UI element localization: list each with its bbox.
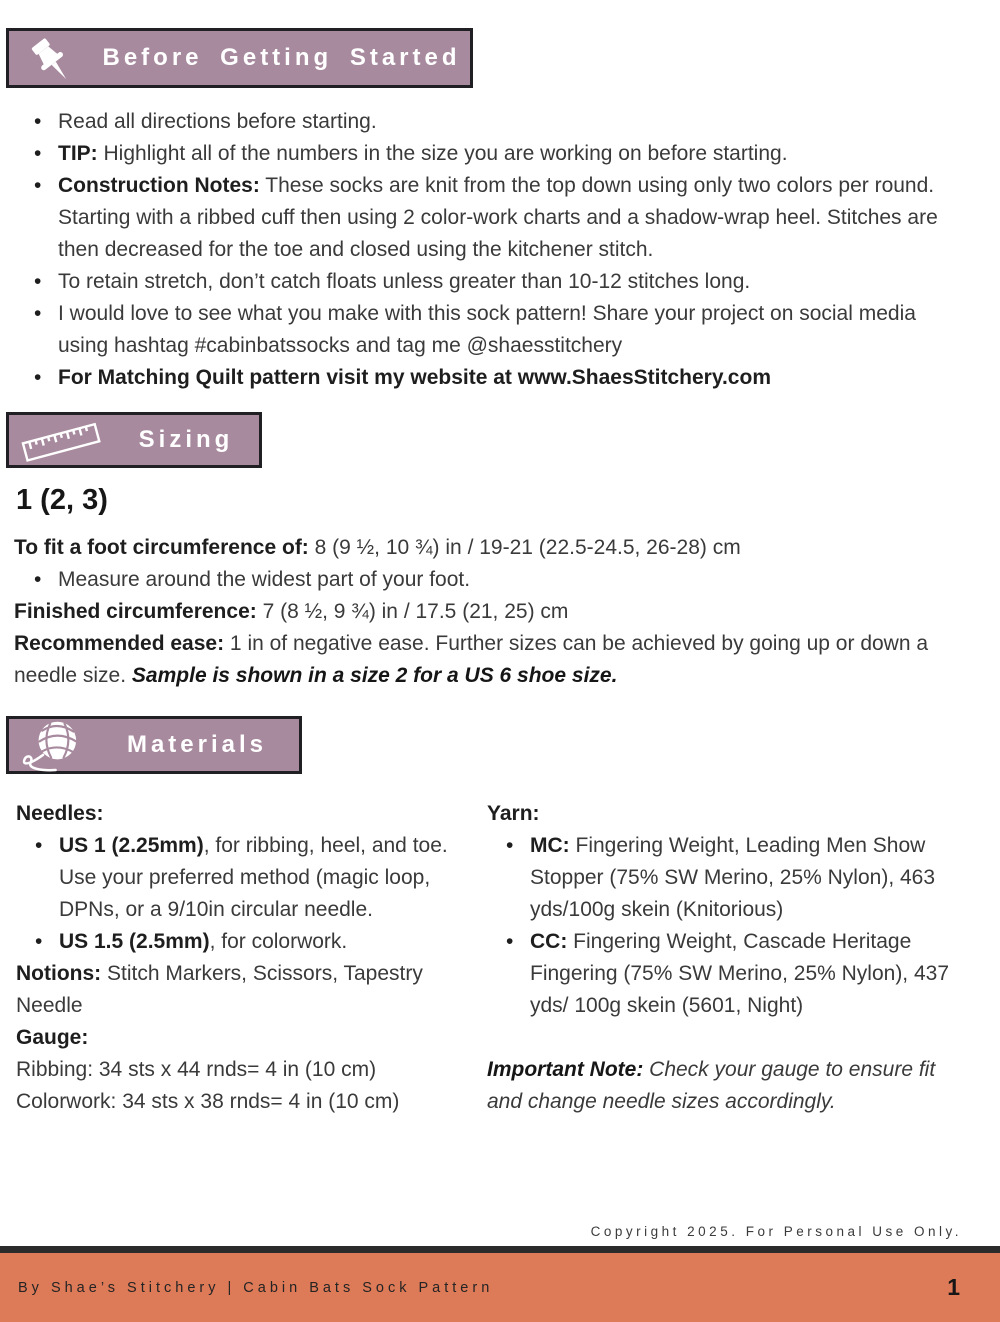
gauge-heading: Gauge: (16, 1026, 89, 1049)
list-item: • US 1 (2.25mm), for ribbing, heel, and toe. Use your preferred method (magic loop, DPNs, or a 9/10in circular needle. (59, 830, 482, 926)
yarn-heading: Yarn: (487, 802, 540, 825)
list-item: • Construction Notes: These socks are knit from the top down using only two colors per round. Starting with a ribbed cuff then using 2 color-work charts and a shadow-wrap heel. Stitches are then decreased for the toe and closed using the kitchener stitch. (58, 170, 960, 266)
footer-credit: By Shae’s Stitchery | Cabin Bats Sock Pattern (18, 1279, 494, 1296)
materials-right-column (482, 798, 975, 1118)
footer-bar (0, 1246, 1000, 1322)
yarn-ball-icon (9, 716, 95, 774)
pattern-page (0, 28, 1000, 1322)
list-item: • MC: Fingering Weight, Leading Men Show Stopper (75% SW Merino, 25% Nylon), 463 yds/100g skein (Knitorious) (530, 830, 975, 926)
needles-bullet-list (16, 830, 482, 958)
sizing-banner (6, 412, 262, 468)
gauge-colorwork-line: Colorwork: 34 sts x 38 rnds= 4 in (10 cm) (16, 1090, 400, 1113)
important-note: Important Note: Check your gauge to ensure fit and change needle sizes accordingly. (487, 1058, 936, 1113)
gauge-ribbing-line: Ribbing: 34 sts x 44 rnds= 4 in (10 cm) (16, 1058, 377, 1081)
section-title-sizing: Sizing (138, 426, 234, 453)
size-options-heading: 1 (2, 3) (16, 484, 108, 516)
sizing-details (14, 532, 960, 692)
list-item: • Read all directions before starting. (58, 106, 960, 138)
measure-bullet-list (14, 564, 960, 596)
before-bullet-list (0, 106, 960, 394)
list-item: • For Matching Quilt pattern visit my website at www.ShaesStitchery.com (58, 362, 960, 394)
list-item: • CC: Fingering Weight, Cascade Heritage Fingering (75% SW Merino, 25% Nylon), 437 yds/ 100g skein (5601, Night) (530, 926, 975, 1022)
fit-circumference-line: To fit a foot circumference of: 8 (9 ½, 10 ¾) in / 19-21 (22.5-24.5, 26-28) cm (14, 536, 741, 559)
finished-circumference-line: Finished circumference: 7 (8 ½, 9 ¾) in / 17.5 (21, 25) cm (14, 600, 569, 623)
needles-heading: Needles: (16, 802, 104, 825)
section-title-materials: Materials (126, 731, 268, 758)
materials-columns (16, 798, 975, 1118)
before-getting-started-banner (6, 28, 473, 88)
recommended-ease-line: Recommended ease: 1 in of negative ease. Further sizes can be achieved by going up or down a needle size. Sample is shown in a size 2 for a US 6 shoe size. (14, 632, 929, 687)
list-item: • TIP: Highlight all of the numbers in the size you are working on before starting. (58, 138, 960, 170)
page-number: 1 (947, 1274, 960, 1300)
copyright-notice: Copyright 2025. For Personal Use Only. (590, 1224, 962, 1239)
list-item: • Measure around the widest part of your foot. (58, 564, 960, 596)
pushpin-icon (9, 30, 93, 86)
list-item: • I would love to see what you make with this sock pattern! Share your project on social media using hashtag #cabinbatssocks and tag me @shaesstitchery (58, 298, 960, 362)
list-item: • US 1.5 (2.5mm), for colorwork. (59, 926, 482, 958)
notions-line: Notions: Stitch Markers, Scissors, Tapestry Needle (16, 962, 423, 1017)
ruler-icon (9, 414, 113, 466)
materials-banner (6, 716, 302, 774)
list-item: • To retain stretch, don’t catch floats unless greater than 10-12 stitches long. (58, 266, 960, 298)
yarn-bullet-list (487, 830, 975, 1022)
section-title-before: Before Getting Started (102, 44, 461, 71)
materials-left-column (16, 798, 482, 1118)
